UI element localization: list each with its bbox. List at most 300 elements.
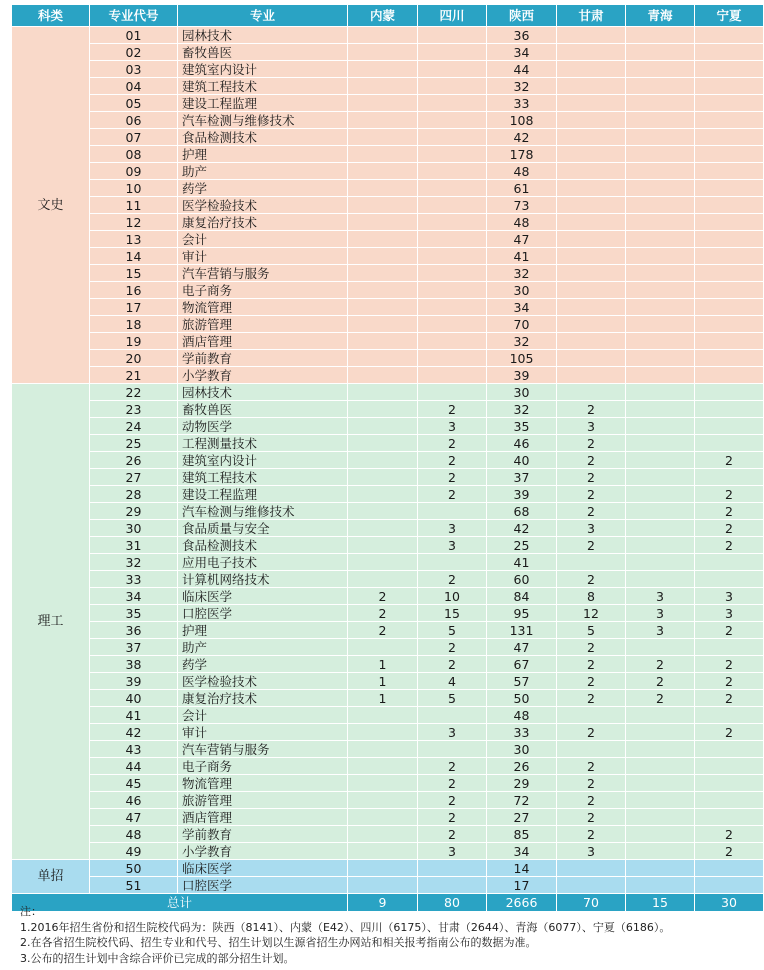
header-major: 专业 [178,5,348,27]
shaanxi-cell: 42 [487,129,557,146]
ningxia-cell: 3 [695,588,764,605]
qinghai-cell: 2 [626,690,695,707]
qinghai-cell [626,129,695,146]
neimeng-cell [348,367,418,384]
neimeng-cell [348,163,418,180]
gansu-cell: 2 [557,435,626,452]
sichuan-cell: 2 [418,571,487,588]
table-row [12,316,764,333]
neimeng-cell [348,27,418,44]
neimeng-cell [348,435,418,452]
gansu-cell: 3 [557,418,626,435]
sichuan-cell [418,707,487,724]
shaanxi-cell: 41 [487,554,557,571]
neimeng-cell: 1 [348,673,418,690]
neimeng-cell [348,758,418,775]
table-row [12,248,764,265]
major-code-cell: 12 [90,214,178,231]
qinghai-cell [626,78,695,95]
table-row [12,622,764,639]
qinghai-cell [626,146,695,163]
ningxia-cell [695,44,764,61]
neimeng-cell [348,809,418,826]
neimeng-cell [348,248,418,265]
qinghai-cell: 2 [626,656,695,673]
sichuan-cell [418,197,487,214]
major-name-cell: 护理 [178,146,348,163]
gansu-cell: 2 [557,452,626,469]
major-code-cell: 17 [90,299,178,316]
table-row [12,707,764,724]
table-row [12,469,764,486]
neimeng-cell [348,44,418,61]
header-major-code: 专业代号 [90,5,178,27]
qinghai-cell [626,214,695,231]
header-ningxia: 宁夏 [695,5,764,27]
table-row [12,333,764,350]
header-qinghai: 青海 [626,5,695,27]
neimeng-cell [348,129,418,146]
neimeng-cell [348,877,418,894]
qinghai-cell [626,248,695,265]
major-name-cell: 口腔医学 [178,605,348,622]
qinghai-cell [626,707,695,724]
ningxia-cell [695,316,764,333]
ningxia-cell: 2 [695,520,764,537]
major-code-cell: 18 [90,316,178,333]
total-ningxia: 30 [695,894,764,912]
footnote-2: 2.在各省招生院校代码、招生专业和代号、招生计划以生源省招生办网站和相关报考指南公布的数据为准。 [20,936,537,949]
table-row [12,724,764,741]
major-name-cell: 电子商务 [178,758,348,775]
ningxia-cell [695,180,764,197]
table-row [12,435,764,452]
table-row [12,214,764,231]
qinghai-cell [626,877,695,894]
major-code-cell: 07 [90,129,178,146]
shaanxi-cell: 30 [487,384,557,401]
sichuan-cell [418,554,487,571]
gansu-cell [557,78,626,95]
footnote-1: 1.2016年招生省份和招生院校代码为：陕西（8141）、内蒙（E42）、四川（6175）、甘肃（2644）、青海（6077）、宁夏（6186）。 [20,920,671,934]
major-code-cell: 02 [90,44,178,61]
shaanxi-cell: 50 [487,690,557,707]
sichuan-cell [418,61,487,78]
ningxia-cell [695,384,764,401]
header-neimeng: 内蒙 [348,5,418,27]
major-code-cell: 29 [90,503,178,520]
major-name-cell: 建筑工程技术 [178,469,348,486]
table-row [12,129,764,146]
ningxia-cell [695,231,764,248]
qinghai-cell [626,537,695,554]
major-code-cell: 31 [90,537,178,554]
shaanxi-cell: 39 [487,367,557,384]
table-header-row [12,5,764,27]
gansu-cell [557,214,626,231]
shaanxi-cell: 178 [487,146,557,163]
sichuan-cell: 2 [418,775,487,792]
qinghai-cell [626,61,695,78]
major-code-cell: 38 [90,656,178,673]
gansu-cell: 5 [557,622,626,639]
gansu-cell: 12 [557,605,626,622]
major-code-cell: 49 [90,843,178,860]
major-name-cell: 审计 [178,248,348,265]
ningxia-cell [695,27,764,44]
qinghai-cell [626,265,695,282]
shaanxi-cell: 48 [487,163,557,180]
neimeng-cell: 1 [348,690,418,707]
shaanxi-cell: 85 [487,826,557,843]
major-name-cell: 药学 [178,180,348,197]
table-row [12,27,764,44]
table-row [12,112,764,129]
neimeng-cell [348,724,418,741]
footnote-3: 3.公布的招生计划中含综合评价已完成的部分招生计划。 [20,951,295,965]
ningxia-cell [695,435,764,452]
neimeng-cell [348,197,418,214]
gansu-cell: 2 [557,690,626,707]
neimeng-cell [348,333,418,350]
neimeng-cell [348,265,418,282]
sichuan-cell: 2 [418,826,487,843]
gansu-cell: 2 [557,486,626,503]
major-name-cell: 小学教育 [178,843,348,860]
shaanxi-cell: 30 [487,741,557,758]
qinghai-cell [626,554,695,571]
shaanxi-cell: 25 [487,537,557,554]
sichuan-cell [418,95,487,112]
gansu-cell: 2 [557,673,626,690]
table-row [12,639,764,656]
major-code-cell: 39 [90,673,178,690]
major-name-cell: 临床医学 [178,588,348,605]
neimeng-cell [348,401,418,418]
header-sichuan: 四川 [418,5,487,27]
ningxia-cell [695,78,764,95]
neimeng-cell [348,299,418,316]
shaanxi-cell: 32 [487,78,557,95]
major-name-cell: 审计 [178,724,348,741]
major-code-cell: 45 [90,775,178,792]
sichuan-cell: 2 [418,486,487,503]
table-body [12,27,764,894]
table-row [12,877,764,894]
sichuan-cell: 3 [418,843,487,860]
neimeng-cell [348,741,418,758]
shaanxi-cell: 84 [487,588,557,605]
ningxia-cell [695,214,764,231]
major-code-cell: 48 [90,826,178,843]
ningxia-cell: 3 [695,605,764,622]
sichuan-cell [418,299,487,316]
qinghai-cell [626,486,695,503]
sichuan-cell [418,231,487,248]
gansu-cell [557,860,626,877]
shaanxi-cell: 108 [487,112,557,129]
major-name-cell: 康复治疗技术 [178,214,348,231]
major-name-cell: 食品质量与安全 [178,520,348,537]
header-shaanxi: 陕西 [487,5,557,27]
table-row [12,588,764,605]
sichuan-cell [418,282,487,299]
neimeng-cell [348,554,418,571]
shaanxi-cell: 68 [487,503,557,520]
shaanxi-cell: 40 [487,452,557,469]
ningxia-cell: 2 [695,673,764,690]
category-cell: 理工 [12,384,90,860]
qinghai-cell [626,418,695,435]
ningxia-cell: 2 [695,843,764,860]
ningxia-cell [695,792,764,809]
major-code-cell: 21 [90,367,178,384]
qinghai-cell [626,571,695,588]
major-code-cell: 01 [90,27,178,44]
gansu-cell [557,316,626,333]
table-row [12,775,764,792]
table-row [12,299,764,316]
neimeng-cell [348,180,418,197]
sichuan-cell: 10 [418,588,487,605]
major-name-cell: 园林技术 [178,384,348,401]
shaanxi-cell: 32 [487,265,557,282]
neimeng-cell [348,350,418,367]
total-neimeng: 9 [348,894,418,912]
gansu-cell [557,61,626,78]
gansu-cell: 3 [557,843,626,860]
sichuan-cell: 2 [418,758,487,775]
major-code-cell: 24 [90,418,178,435]
sichuan-cell: 5 [418,622,487,639]
major-code-cell: 44 [90,758,178,775]
major-code-cell: 22 [90,384,178,401]
gansu-cell [557,112,626,129]
qinghai-cell [626,843,695,860]
footnotes [20,904,750,966]
major-name-cell: 医学检验技术 [178,673,348,690]
qinghai-cell [626,435,695,452]
table-row [12,860,764,877]
ningxia-cell [695,61,764,78]
neimeng-cell [348,418,418,435]
gansu-cell [557,197,626,214]
sichuan-cell [418,333,487,350]
neimeng-cell [348,316,418,333]
major-code-cell: 40 [90,690,178,707]
ningxia-cell [695,95,764,112]
shaanxi-cell: 37 [487,469,557,486]
ningxia-cell [695,282,764,299]
shaanxi-cell: 39 [487,486,557,503]
sichuan-cell [418,248,487,265]
major-name-cell: 计算机网络技术 [178,571,348,588]
table-row [12,350,764,367]
major-code-cell: 50 [90,860,178,877]
major-name-cell: 建筑工程技术 [178,78,348,95]
qinghai-cell [626,384,695,401]
gansu-cell [557,299,626,316]
qinghai-cell [626,163,695,180]
major-code-cell: 08 [90,146,178,163]
gansu-cell [557,877,626,894]
table-row [12,673,764,690]
gansu-cell [557,265,626,282]
gansu-cell: 2 [557,724,626,741]
ningxia-cell: 2 [695,503,764,520]
table-row [12,741,764,758]
table-row [12,265,764,282]
major-code-cell: 06 [90,112,178,129]
ningxia-cell [695,367,764,384]
qinghai-cell [626,775,695,792]
major-code-cell: 34 [90,588,178,605]
major-name-cell: 小学教育 [178,367,348,384]
shaanxi-cell: 42 [487,520,557,537]
gansu-cell: 2 [557,792,626,809]
ningxia-cell: 2 [695,537,764,554]
ningxia-cell: 2 [695,486,764,503]
qinghai-cell [626,112,695,129]
shaanxi-cell: 48 [487,707,557,724]
sichuan-cell [418,78,487,95]
gansu-cell: 2 [557,571,626,588]
qinghai-cell: 3 [626,588,695,605]
neimeng-cell [348,146,418,163]
total-gansu: 70 [557,894,626,912]
gansu-cell: 2 [557,401,626,418]
qinghai-cell [626,758,695,775]
shaanxi-cell: 41 [487,248,557,265]
qinghai-cell [626,180,695,197]
qinghai-cell [626,333,695,350]
neimeng-cell [348,112,418,129]
major-name-cell: 汽车营销与服务 [178,741,348,758]
qinghai-cell [626,299,695,316]
major-name-cell: 助产 [178,163,348,180]
qinghai-cell [626,231,695,248]
neimeng-cell [348,826,418,843]
sichuan-cell [418,350,487,367]
neimeng-cell [348,843,418,860]
sichuan-cell [418,44,487,61]
gansu-cell [557,248,626,265]
table-row [12,78,764,95]
shaanxi-cell: 46 [487,435,557,452]
neimeng-cell [348,214,418,231]
qinghai-cell [626,792,695,809]
ningxia-cell [695,707,764,724]
neimeng-cell [348,792,418,809]
qinghai-cell [626,95,695,112]
major-code-cell: 33 [90,571,178,588]
major-code-cell: 28 [90,486,178,503]
sichuan-cell [418,146,487,163]
major-name-cell: 汽车营销与服务 [178,265,348,282]
shaanxi-cell: 34 [487,44,557,61]
header-gansu: 甘肃 [557,5,626,27]
table-row [12,554,764,571]
shaanxi-cell: 95 [487,605,557,622]
major-name-cell: 旅游管理 [178,316,348,333]
gansu-cell: 2 [557,469,626,486]
neimeng-cell [348,503,418,520]
table-row [12,401,764,418]
sichuan-cell: 2 [418,809,487,826]
major-name-cell: 会计 [178,231,348,248]
table-row [12,231,764,248]
sichuan-cell: 2 [418,401,487,418]
ningxia-cell [695,860,764,877]
shaanxi-cell: 72 [487,792,557,809]
ningxia-cell: 2 [695,690,764,707]
major-name-cell: 酒店管理 [178,333,348,350]
total-qinghai: 15 [626,894,695,912]
ningxia-cell [695,418,764,435]
gansu-cell [557,163,626,180]
neimeng-cell [348,707,418,724]
sichuan-cell [418,163,487,180]
ningxia-cell: 2 [695,452,764,469]
major-name-cell: 旅游管理 [178,792,348,809]
sichuan-cell [418,384,487,401]
ningxia-cell [695,758,764,775]
qinghai-cell [626,826,695,843]
shaanxi-cell: 27 [487,809,557,826]
table-row [12,571,764,588]
major-name-cell: 食品检测技术 [178,129,348,146]
table-row [12,826,764,843]
major-name-cell: 应用电子技术 [178,554,348,571]
major-code-cell: 32 [90,554,178,571]
shaanxi-cell: 60 [487,571,557,588]
total-sichuan: 80 [418,894,487,912]
shaanxi-cell: 33 [487,95,557,112]
major-code-cell: 25 [90,435,178,452]
major-code-cell: 37 [90,639,178,656]
shaanxi-cell: 57 [487,673,557,690]
qinghai-cell [626,469,695,486]
enrollment-plan-table [11,4,764,912]
major-name-cell: 学前教育 [178,826,348,843]
major-code-cell: 30 [90,520,178,537]
ningxia-cell [695,350,764,367]
qinghai-cell [626,401,695,418]
table-row [12,486,764,503]
neimeng-cell [348,639,418,656]
sichuan-cell: 5 [418,690,487,707]
major-code-cell: 05 [90,95,178,112]
gansu-cell [557,367,626,384]
qinghai-cell [626,197,695,214]
gansu-cell [557,282,626,299]
gansu-cell [557,180,626,197]
table-row [12,197,764,214]
sichuan-cell [418,214,487,231]
gansu-cell: 2 [557,826,626,843]
table-row [12,61,764,78]
neimeng-cell [348,520,418,537]
sichuan-cell: 2 [418,469,487,486]
ningxia-cell [695,741,764,758]
major-name-cell: 医学检验技术 [178,197,348,214]
table-row [12,146,764,163]
sichuan-cell: 15 [418,605,487,622]
total-label: 总计 [12,894,348,912]
gansu-cell [557,129,626,146]
sichuan-cell [418,877,487,894]
gansu-cell [557,333,626,350]
